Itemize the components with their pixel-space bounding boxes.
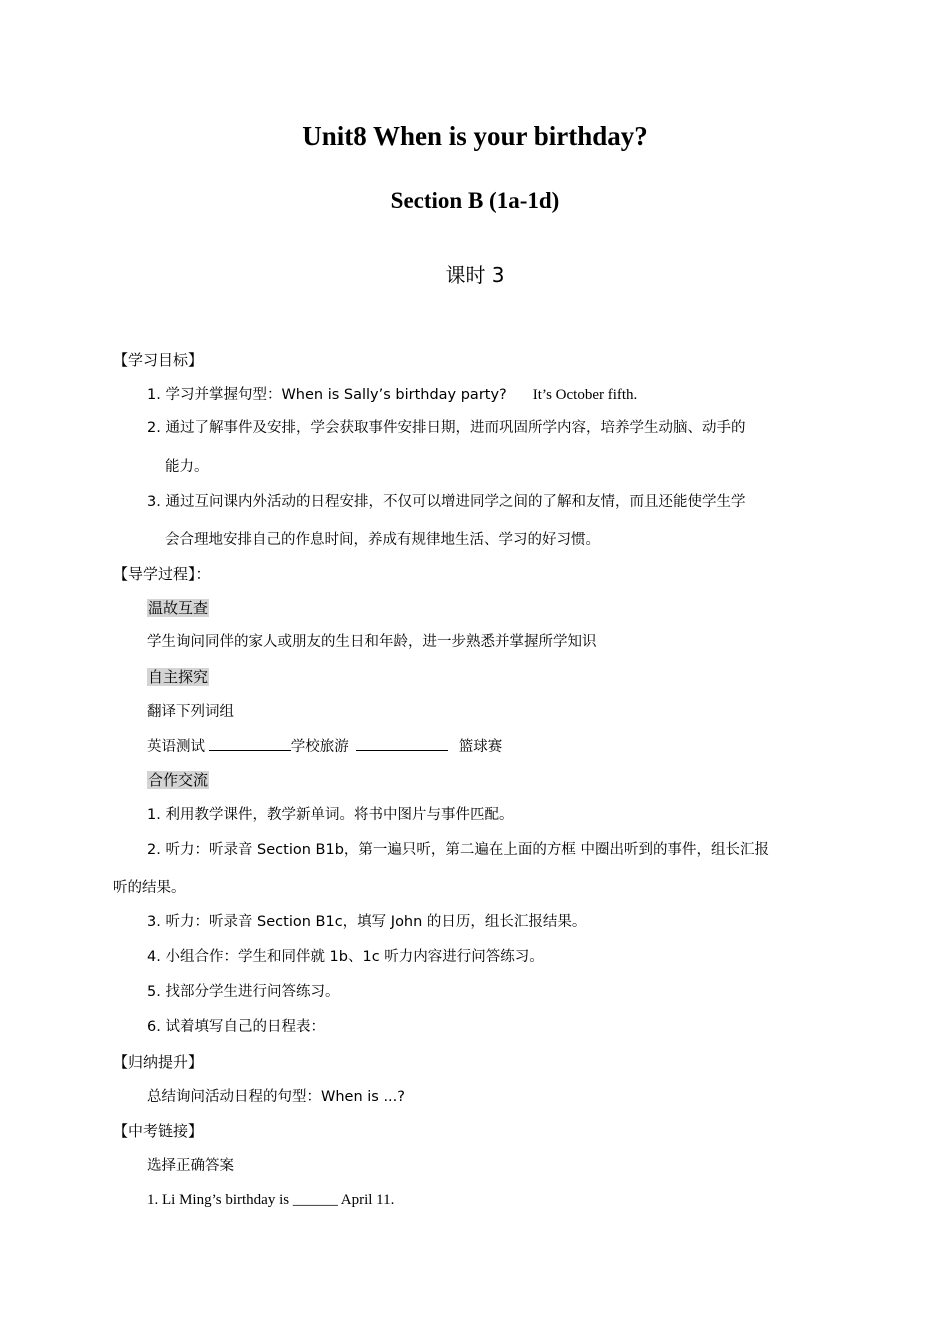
process-heading: 【导学过程】： bbox=[113, 565, 211, 583]
objective-2-cont: 能力。 bbox=[165, 459, 209, 475]
phrase-row bbox=[147, 736, 502, 757]
explore-label: 自主探究 bbox=[148, 668, 209, 686]
phrase-school-trip: 学校旅游 bbox=[290, 739, 349, 755]
summary-text: 总结询问活动日程的句型：When is ...? bbox=[147, 1089, 405, 1105]
step-5: 5. 找部分学生进行问答练习。 bbox=[147, 984, 340, 1000]
document-title: Unit8 When is your birthday? bbox=[302, 121, 648, 151]
step-1: 1. 利用教学课件，教学新单词。将书中图片与事件匹配。 bbox=[147, 807, 514, 823]
review-label: 温故互查 bbox=[148, 599, 209, 617]
translate-label: 翻译下列词组 bbox=[147, 704, 234, 720]
step-6: 6. 试着填写自己的日程表： bbox=[147, 1019, 325, 1035]
section-title: Section B (1a-1d) bbox=[390, 188, 560, 213]
exam-instruction: 选择正确答案 bbox=[147, 1158, 234, 1174]
objective-1-text: 1. 学习并掌握句型：When is Sally’s birthday party? bbox=[147, 387, 507, 403]
objective-2-text: 2. 通过了解事件及安排，学会获取事件安排日期，进而巩固所学内容，培养学生动脑、动手的 bbox=[147, 420, 746, 436]
objectives-heading: 【学习目标】 bbox=[113, 351, 204, 369]
step-2: 2. 听力：听录音 Section B1b，第一遍只听，第二遍在上面的方框 中圈出听到的事件，组长汇报 bbox=[147, 842, 770, 858]
answer-blank-2[interactable] bbox=[356, 736, 448, 751]
objective-1 bbox=[147, 385, 637, 405]
review-text: 学生询问同伴的家人或朋友的生日和年龄，进一步熟悉并掌握所学知识 bbox=[147, 634, 597, 650]
summary-heading: 【归纳提升】 bbox=[113, 1053, 204, 1071]
objective-3-cont: 会合理地安排自己的作息时间，养成有规律地生活、学习的好习惯。 bbox=[165, 532, 600, 548]
coop-label: 合作交流 bbox=[148, 771, 209, 789]
lesson-label: 课时 3 bbox=[445, 263, 505, 287]
objective-3: 3. 通过互问课内外活动的日程安排，不仅可以增进同学之间的了解和友情，而且还能使学生学 bbox=[147, 494, 746, 510]
exam-question-1: 1. Li Ming’s birthday is ______ April 11. bbox=[147, 1192, 395, 1208]
phrase-english-test: 英语测试 bbox=[147, 739, 205, 755]
step-3: 3. 听力：听录音 Section B1c，填写 John 的日历，组长汇报结果。 bbox=[147, 914, 587, 930]
exam-heading: 【中考链接】 bbox=[113, 1122, 204, 1140]
step-4: 4. 小组合作：学生和同伴就 1b、1c 听力内容进行问答练习。 bbox=[147, 949, 544, 965]
phrase-basketball-game: 篮球赛 bbox=[458, 739, 503, 755]
objective-1-answer: It’s October fifth. bbox=[532, 387, 638, 403]
step-2-cont: 听的结果。 bbox=[113, 880, 186, 896]
answer-blank-1[interactable] bbox=[209, 736, 291, 751]
objective-2 bbox=[147, 418, 745, 438]
